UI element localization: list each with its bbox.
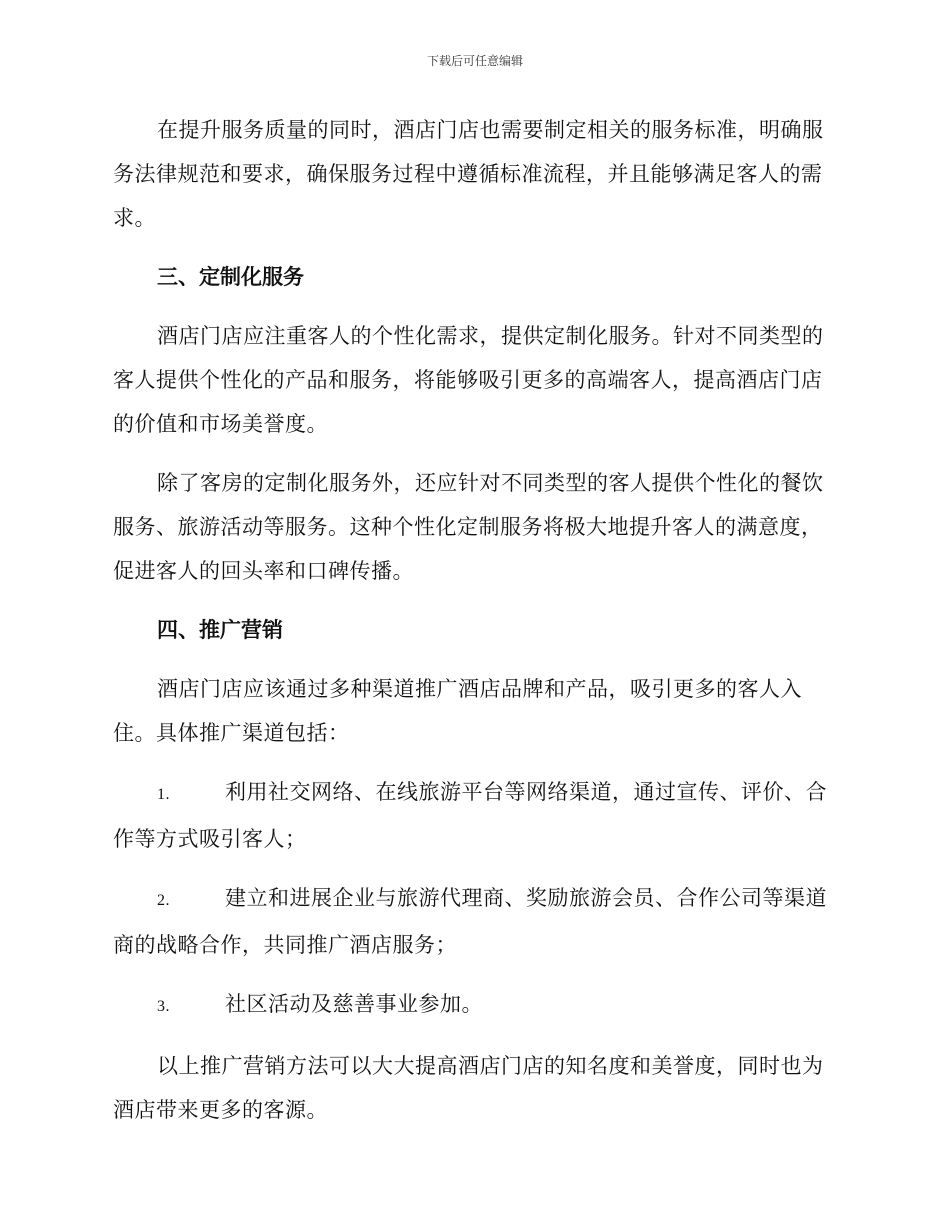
list-item-text: 建立和进展企业与旅游代理商、奖励旅游会员、合作公司等渠道商的战略合作，共同推广酒店服务； xyxy=(113,886,827,957)
list-item-number: 3. xyxy=(157,998,170,1015)
list-item xyxy=(113,770,835,861)
list-item xyxy=(113,982,835,1029)
document-body xyxy=(113,108,835,1147)
list-item-number: 2. xyxy=(157,892,170,909)
list-item-text: 社区活动及慈善事业参加。 xyxy=(225,992,483,1016)
paragraph-dining-tourism: 除了客房的定制化服务外，还应针对不同类型的客人提供个性化的餐饮服务、旅游活动等服务。这种个性化定制服务将极大地提升客人的满意度，促进客人的回头率和口碑传播。 xyxy=(113,471,824,583)
list-item-number: 1. xyxy=(157,786,170,803)
paragraph-service-standards: 在提升服务质量的同时，酒店门店也需要制定相关的服务标准，明确服务法律规范和要求，确保服务过程中遵循标准流程，并且能够满足客人的需求。 xyxy=(113,118,824,230)
paragraph-promotion-channels: 酒店门店应该通过多种渠道推广酒店品牌和产品，吸引更多的客人入住。具体推广渠道包括： xyxy=(113,677,802,745)
page-header: 下载后可任意编辑 xyxy=(426,54,523,68)
section-heading-customized-service: 三、定制化服务 xyxy=(157,265,304,289)
list-item-text: 利用社交网络、在线旅游平台等网络渠道，通过宣传、评价、合作等方式吸引客人； xyxy=(113,780,827,851)
section-heading-marketing: 四、推广营销 xyxy=(157,618,283,642)
paragraph-personalized-needs: 酒店门店应注重客人的个性化需求，提供定制化服务。针对不同类型的客人提供个性化的产品和服务，将能够吸引更多的高端客人，提高酒店门店的价值和市场美誉度。 xyxy=(113,324,824,436)
list-item xyxy=(113,876,835,967)
paragraph-conclusion: 以上推广营销方法可以大大提高酒店门店的知名度和美誉度，同时也为酒店带来更多的客源。 xyxy=(113,1054,824,1122)
